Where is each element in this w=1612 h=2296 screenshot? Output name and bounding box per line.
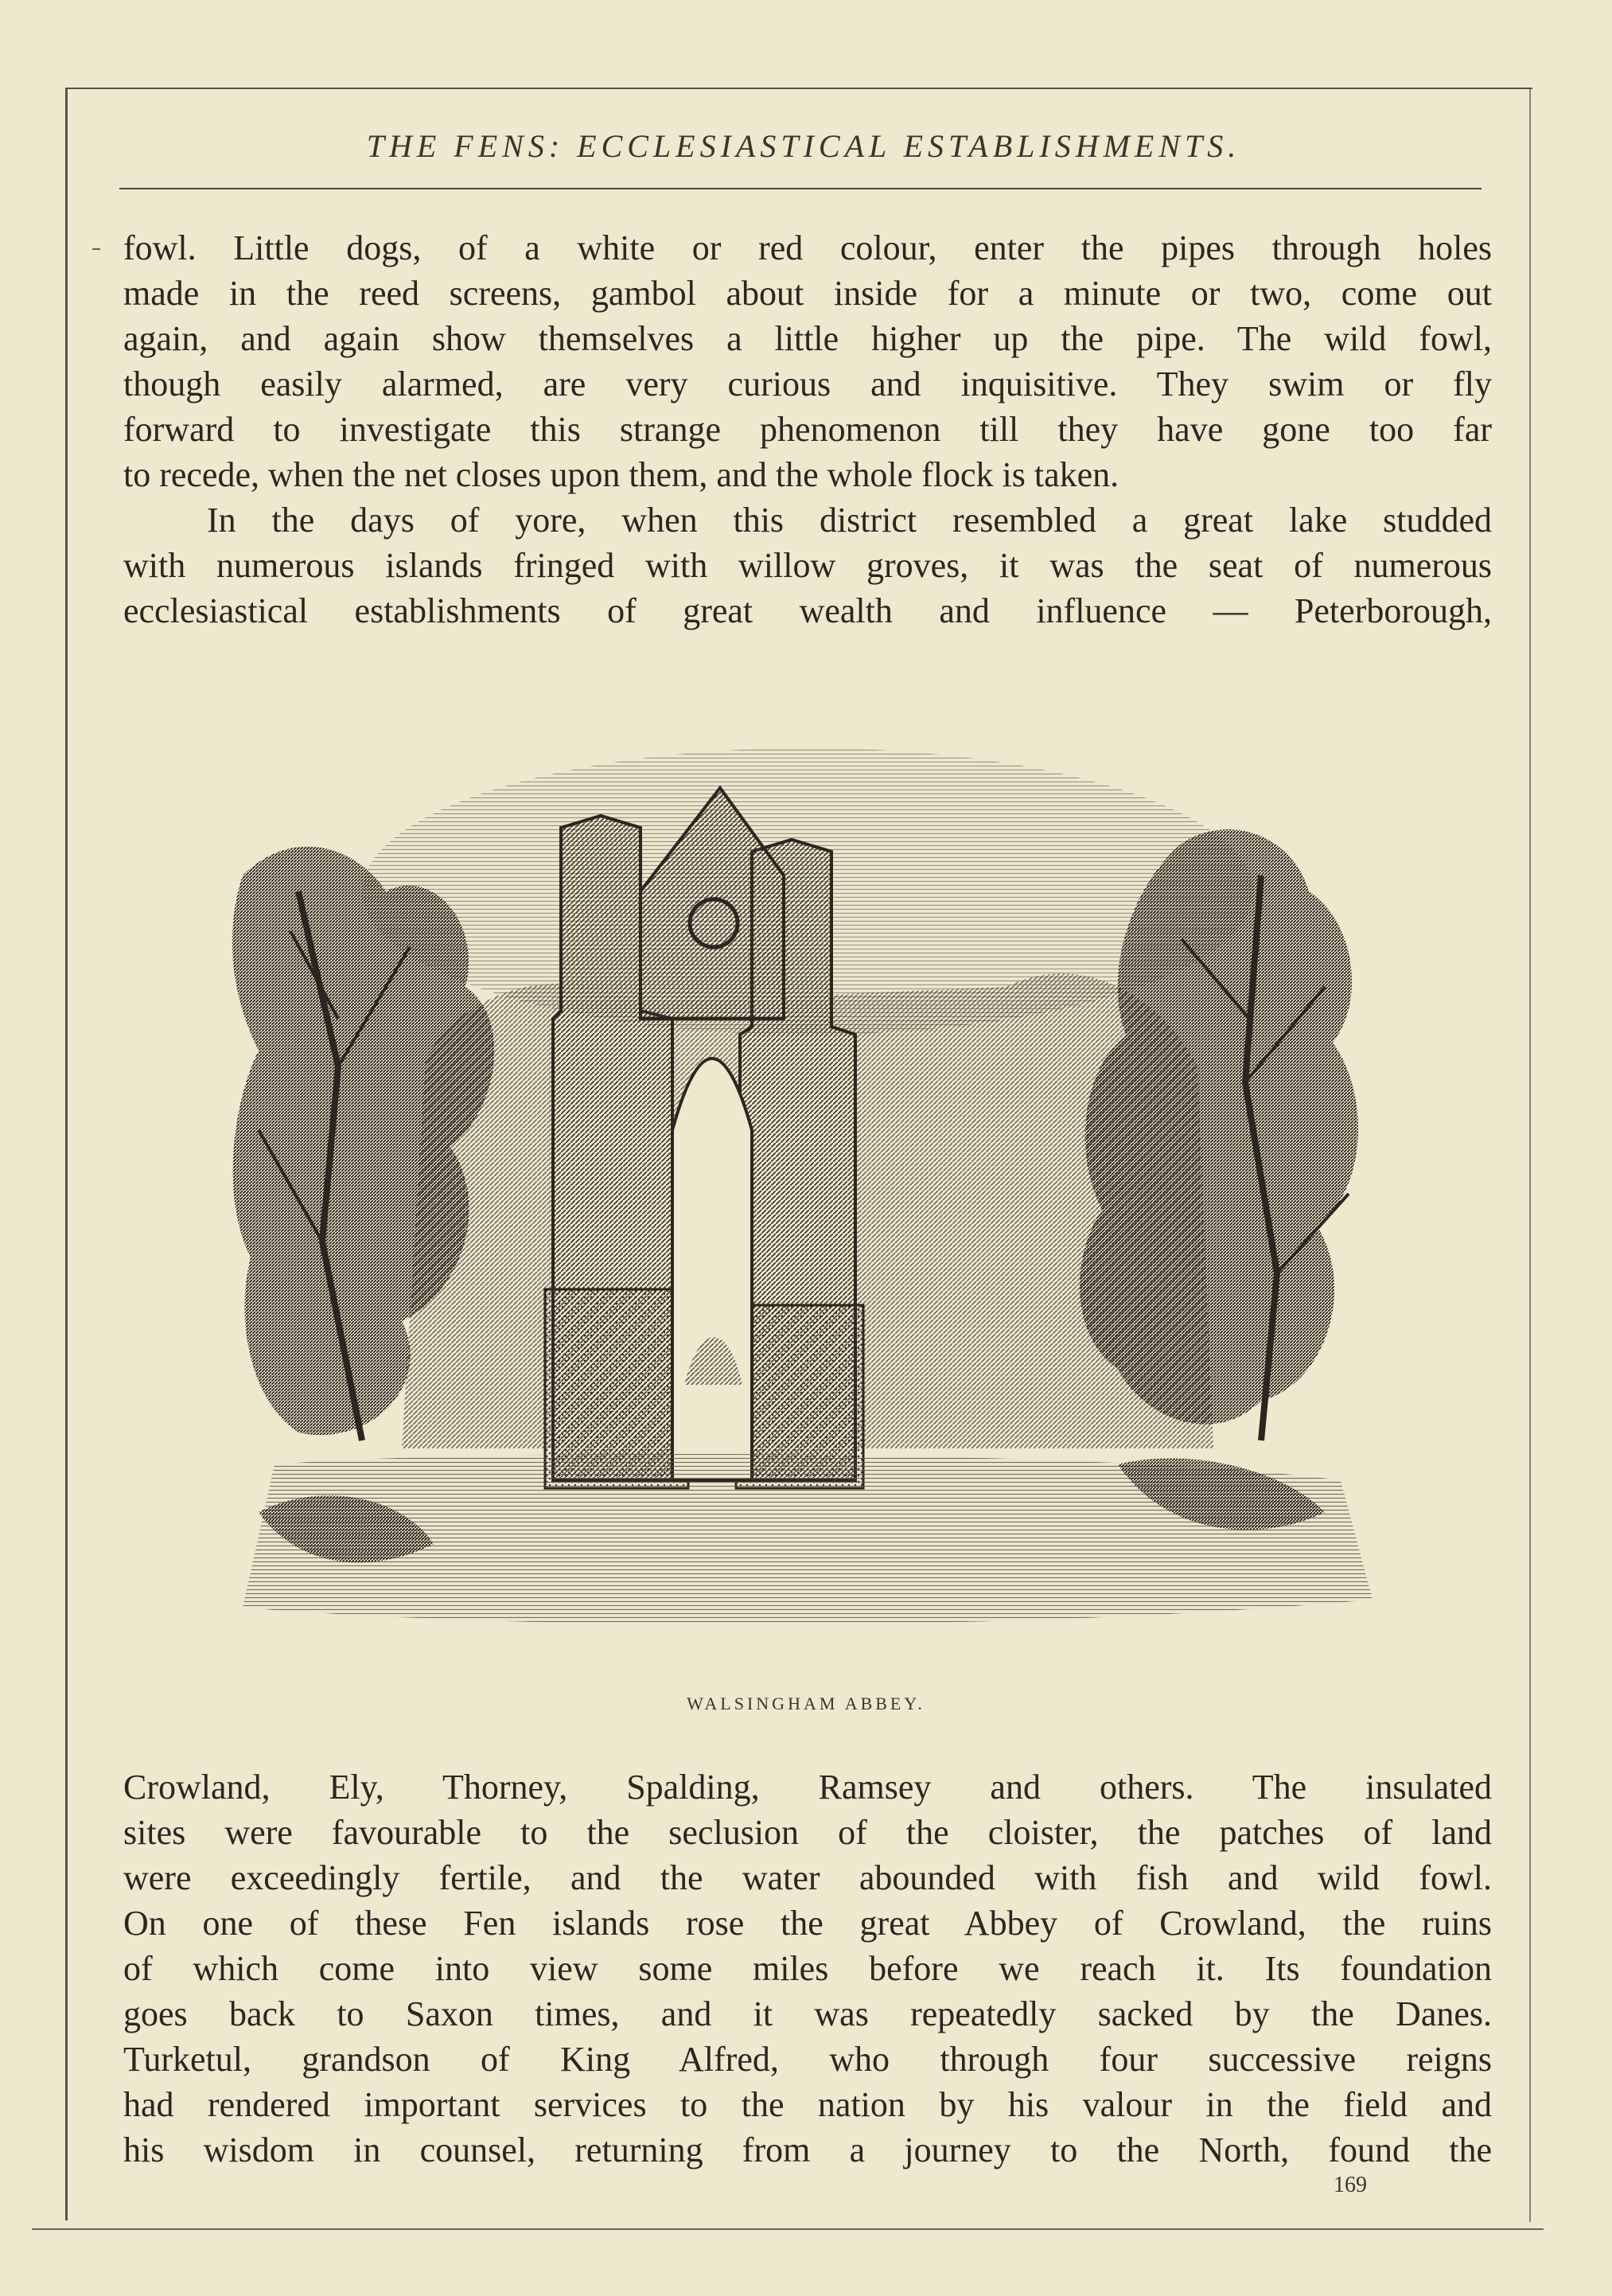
text-line: had rendered important services to the nation by his valour in the field and	[123, 2085, 1492, 2124]
margin-mark	[92, 248, 100, 250]
text-line: forward to investigate this strange phenomenon till they have gone too far	[123, 410, 1492, 449]
text-line: Turketul, grandson of King Alfred, who through four successive reigns	[123, 2040, 1492, 2079]
illustration-caption: WALSINGHAM ABBEY.	[687, 1694, 925, 1713]
walsingham-abbey-engraving	[227, 684, 1388, 1679]
text-line: Crowland, Ely, Thorney, Spalding, Ramsey and others. The insulated	[123, 1768, 1492, 1807]
text-line: to recede, when the net closes upon them, and the whole flock is taken.	[123, 455, 1119, 494]
text-line: of which come into view some miles before we reach it. Its foundation	[123, 1949, 1492, 1988]
page-number: 169	[1334, 2173, 1367, 2197]
page-frame-top	[65, 88, 1532, 89]
paragraph-top	[123, 225, 1492, 633]
text-line: goes back to Saxon times, and it was repeatedly sacked by the Danes.	[123, 1994, 1492, 2033]
text-line: On one of these Fen islands rose the great Abbey of Crowland, the ruins	[123, 1904, 1492, 1943]
text-line: though easily alarmed, are very curious and inquisitive. They swim or fly	[123, 364, 1492, 403]
page-frame-left	[65, 88, 68, 2220]
text-line: sites were favourable to the seclusion of the cloister, the patches of land	[123, 1813, 1492, 1852]
page-frame-bottom	[32, 2228, 1544, 2230]
text-line: fowl. Little dogs, of a white or red colour, enter the pipes through holes	[123, 228, 1492, 267]
text-line: again, and again show themselves a little higher up the pipe. The wild fowl,	[123, 319, 1492, 358]
text-line: ecclesiastical establishments of great wealth and influence — Peterborough,	[123, 591, 1492, 630]
running-head: THE FENS: ECCLESIASTICAL ESTABLISHMENTS.	[366, 128, 1241, 164]
text-line: made in the reed screens, gambol about inside for a minute or two, come out	[123, 274, 1492, 313]
page-frame-right	[1529, 89, 1531, 2222]
text-line: his wisdom in counsel, returning from a journey to the North, found the	[123, 2130, 1492, 2169]
text-line: In the days of yore, when this district resembled a great lake studded	[207, 501, 1492, 540]
text-line: were exceedingly fertile, and the water abounded with fish and wild fowl.	[123, 1858, 1492, 1897]
paragraph-bottom	[123, 1764, 1492, 2173]
head-rule	[119, 188, 1482, 189]
text-line: with numerous islands fringed with willow groves, it was the seat of numerous	[123, 546, 1492, 585]
